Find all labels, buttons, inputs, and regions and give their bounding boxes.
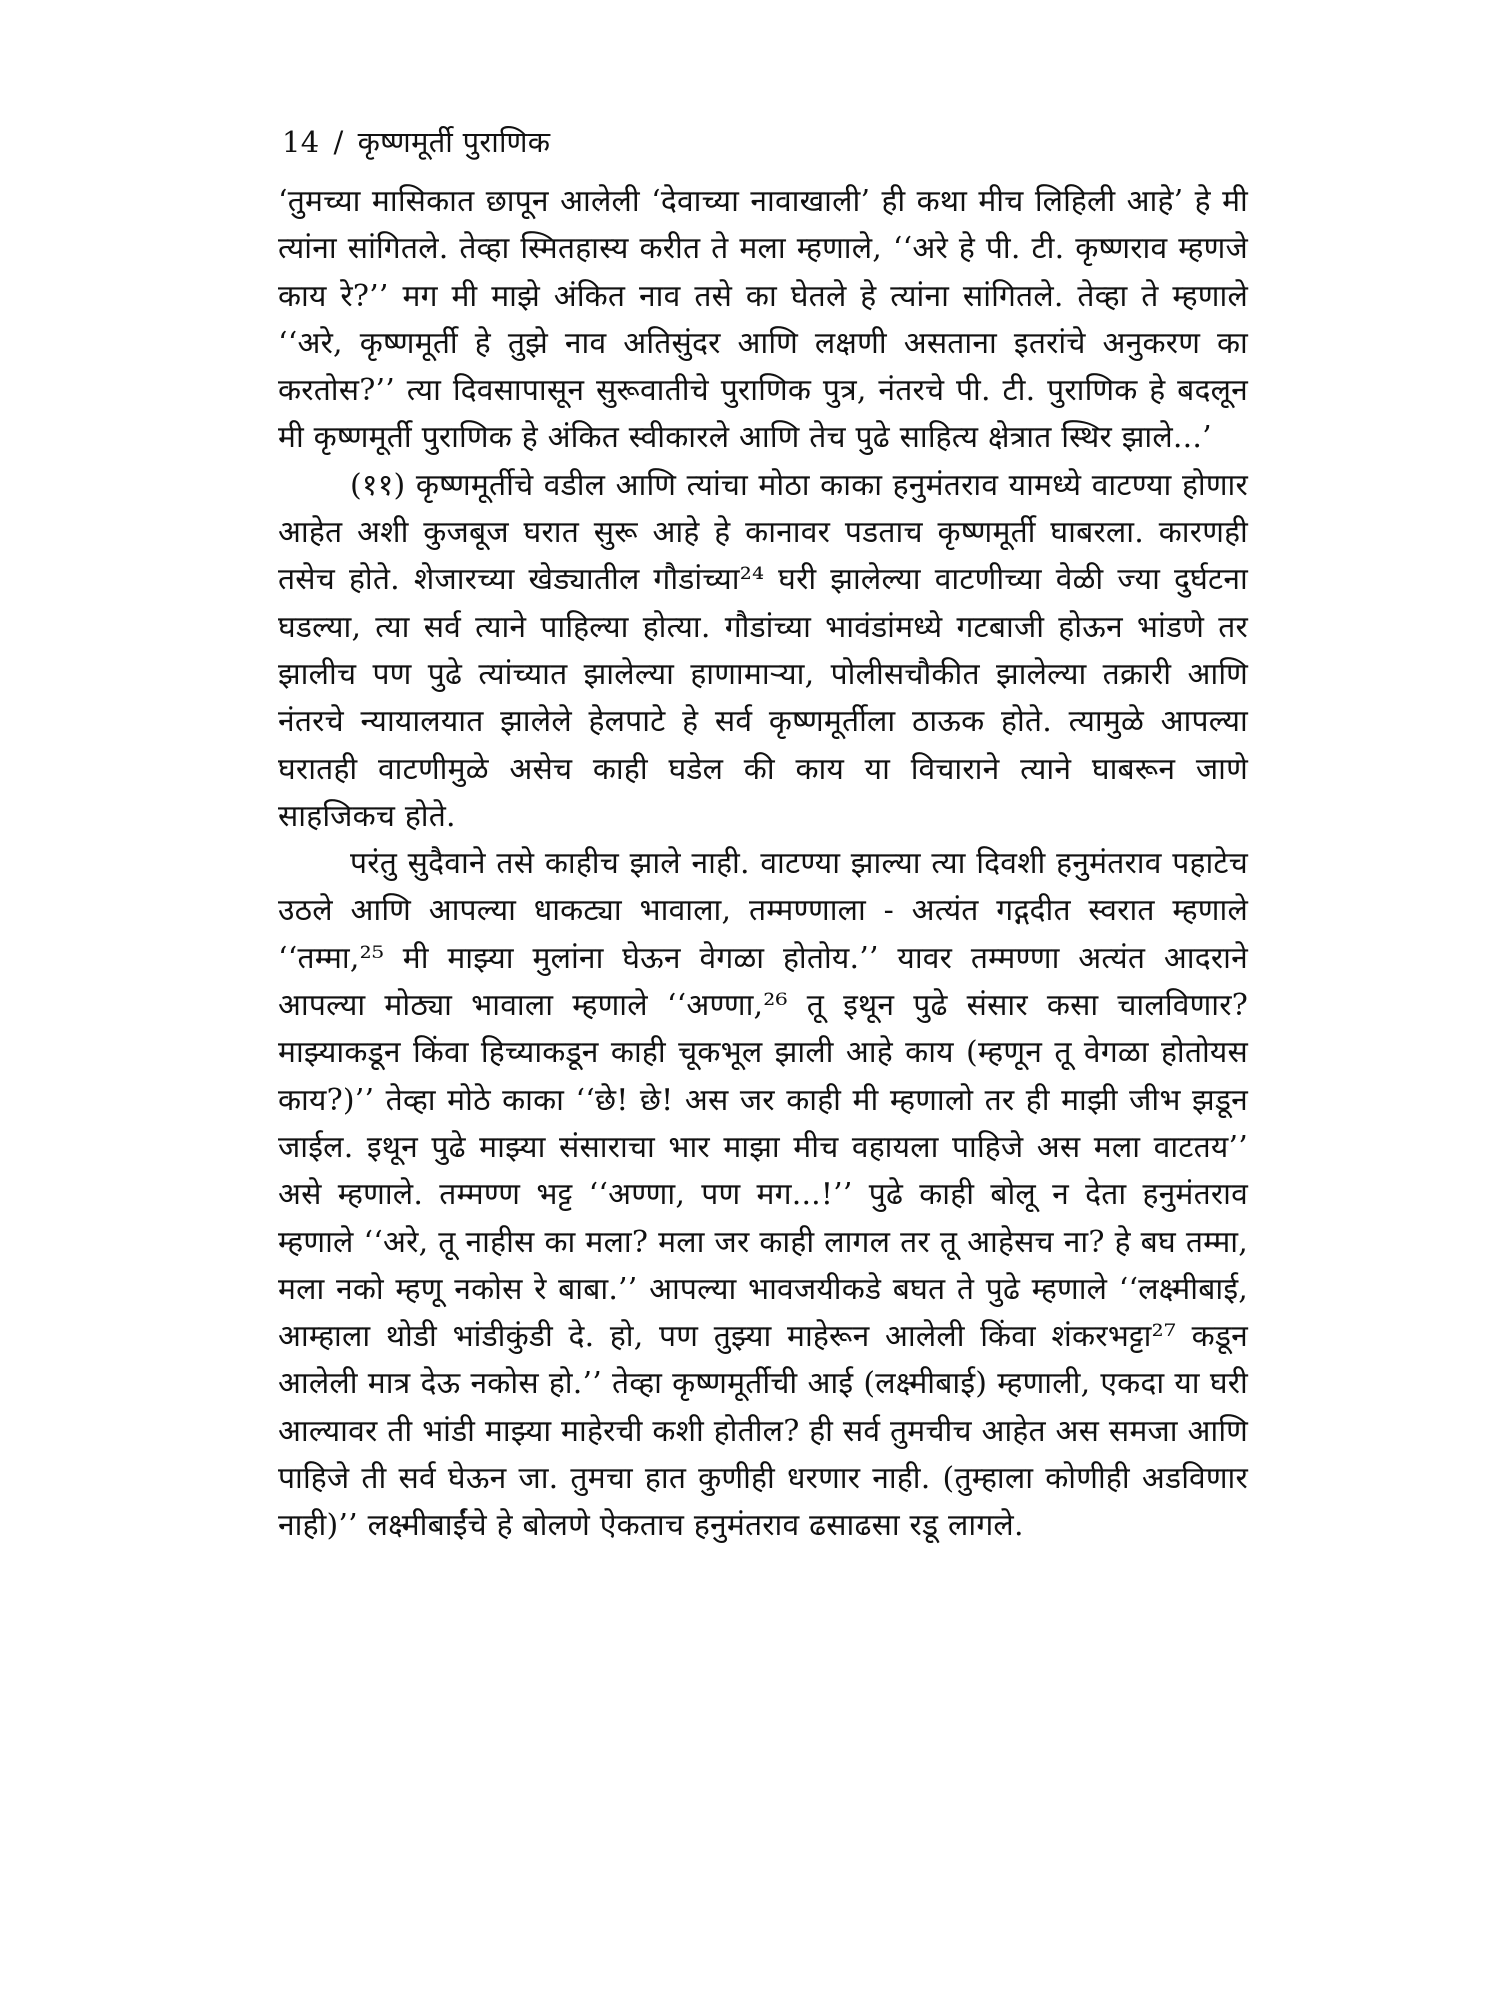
page-number: 14 — [282, 125, 320, 159]
header-separator: / — [333, 125, 344, 159]
paragraph-2: (११) कृष्णमूर्तीचे वडील आणि त्यांचा मोठा काका हनुमंतराव यामध्ये वाटण्या होणार आहेत अशी कुजबूज घरात सुरू आहे हे कानावर पडताच कृष्णमूर्ती घाबरला. कारणही तसेच होते. शेजारच्या खेड्यातील गौडांच्या²⁴ घरी झालेल्या वाटणीच्या वेळी ज्या दुर्घटना घडल्या, त्या सर्व त्याने पाहिल्या होत्या. गौडांच्या भावंडांमध्ये गटबाजी होऊन भांडणे तर झालीच पण पुढे त्यांच्यात झालेल्या हाणामाऱ्या, पोलीसचौकीत झालेल्या तक्रारी आणि नंतरचे न्यायालयात झालेले हेलपाटे हे सर्व कृष्णमूर्तीला ठाऊक होते. त्यामुळे आपल्या घरातही वाटणीमुळे असेच काही घडेल की काय या विचाराने त्याने घाबरून जाणे साहजिकच होते. — [278, 467, 1248, 834]
body-text — [278, 178, 1248, 1550]
running-header — [282, 122, 550, 162]
paragraph-3: परंतु सुदैवाने तसे काहीच झाले नाही. वाटण्या झाल्या त्या दिवशी हनुमंतराव पहाटेच उठले आणि आपल्या धाकट्या भावाला, तम्मण्णाला - अत्यंत गद्गदीत स्वरात म्हणाले ‘‘तम्मा,²⁵ मी माझ्या मुलांना घेऊन वेगळा होतोय.’’ यावर तम्मण्णा अत्यंत आदराने आपल्या मोठ्या भावाला म्हणाले ‘‘अण्णा,²⁶ तू इथून पुढे संसार कसा चालविणार? माझ्याकडून किंवा हिच्याकडून काही चूकभूल झाली आहे काय (म्हणून तू वेगळा होतोयस काय?)’’ तेव्हा मोठे काका ‘‘छे! छे! अस जर काही मी म्हणालो तर ही माझी जीभ झडून जाईल. इथून पुढे माझ्या संसाराचा भार माझा मीच वहायला पाहिजे अस मला वाटतय’’ असे म्हणाले. तम्मण्ण भट्ट ‘‘अण्णा, पण मग...!’’ पुढे काही बोलू न देता हनुमंतराव म्हणाले ‘‘अरे, तू नाहीस का मला? मला जर काही लागल तर तू आहेसच ना? हे बघ तम्मा, मला नको म्हणू नकोस रे बाबा.’’ आपल्या भावजयीकडे बघत ते पुढे म्हणाले ‘‘लक्ष्मीबाई, आम्हाला थोडी भांडीकुंडी दे. हो, पण तुझ्या माहेरून आलेली किंवा शंकरभट्टा²⁷ कडून आलेली मात्र देऊ नकोस हो.’’ तेव्हा कृष्णमूर्तीची आई (लक्ष्मीबाई) म्हणाली, एकदा या घरी आल्यावर ती भांडी माझ्या माहेरची कशी होतील? ही सर्व तुमचीच आहेत अस समजा आणि पाहिजे ती सर्व घेऊन जा. तुमचा हात कुणीही धरणार नाही. (तुम्हाला कोणीही अडविणार नाही)’’ लक्ष्मीबाईंचे हे बोलणे ऐकताच हनुमंतराव ढसाढसा रडू लागले. — [278, 846, 1248, 1544]
paragraph-1: ‘तुमच्या मासिकात छापून आलेली ‘देवाच्या नावाखाली’ ही कथा मीच लिहिली आहे’ हे मी त्यांना सांगितले. तेव्हा स्मितहास्य करीत ते मला म्हणाले, ‘‘अरे हे पी. टी. कृष्णराव म्हणजे काय रे?’’ मग मी माझे अंकित नाव तसे का घेतले हे त्यांना सांगितले. तेव्हा ते म्हणाले ‘‘अरे, कृष्णमूर्ती हे तुझे नाव अतिसुंदर आणि लक्षणी असताना इतरांचे अनुकरण का करतोस?’’ त्या दिवसापासून सुरूवातीचे पुराणिक पुत्र, नंतरचे पी. टी. पुराणिक हे बदलून मी कृष्णमूर्ती पुराणिक हे अंकित स्वीकारले आणि तेच पुढे साहित्य क्षेत्रात स्थिर झाले...’ — [278, 184, 1248, 456]
running-title: कृष्णमूर्ती पुराणिक — [357, 125, 551, 159]
